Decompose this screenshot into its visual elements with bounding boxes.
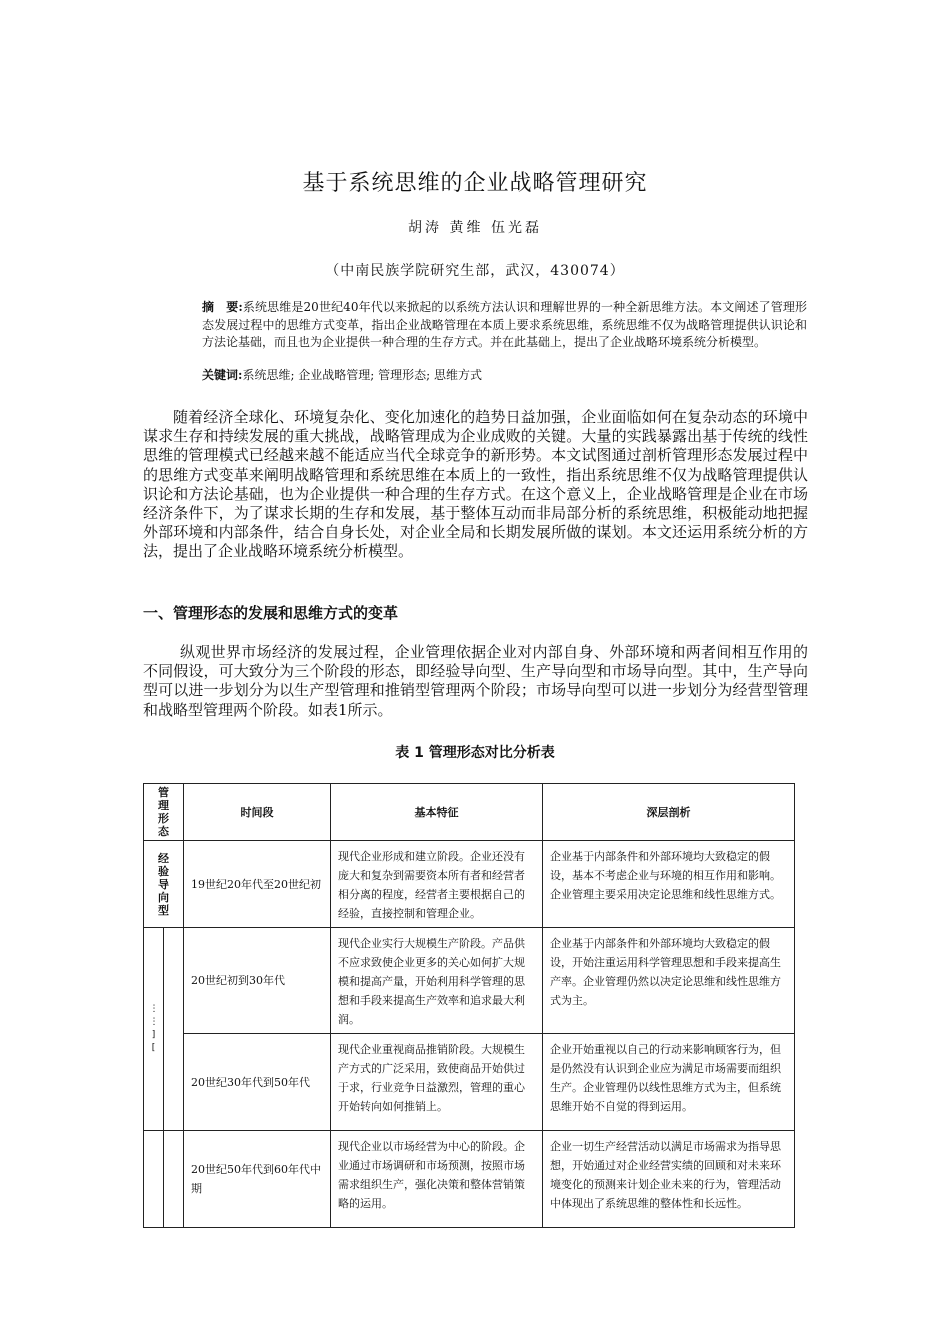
group-sub-column: [164, 928, 184, 1131]
section-heading: 一、管理形态的发展和思维方式的变革: [143, 604, 399, 622]
row-period: 20世纪50年代到60年代中期: [184, 1131, 331, 1228]
abstract: [202, 299, 807, 352]
intro-paragraph: 随着经济全球化、环境复杂化、变化加速化的趋势日益加强，企业面临如何在复杂动态的环境中谋求生存和持续发展的重大挑战，战略管理成为企业成败的关键。大量的实践暴露出基于传统的线性思维的管理模式已经越来越不能适应当代全球竞争的新形势。本文试图通过剖析管理形态发展过程中的思维方式变革来阐明战略管理和系统思维在本质上的一致性，指出系统思维不仅为战略管理提供认识论和方法论基础，也为企业提供一种合理的生存方式。在这个意义上，企业战略管理是企业在市场经济条件下，为了谋求长期的生存和发展，基于整体互动而非局部分析的系统思维，积极能动地把握外部环境和内部条件，结合自身长处，对企业全局和长期发展所做的谋划。本文还运用系统分析的方法，提出了企业战略环境系统分析模型。: [143, 408, 808, 561]
row-period: 19世纪20年代至20世纪初: [184, 841, 331, 928]
row-features: 现代企业形成和建立阶段。企业还没有庞大和复杂到需要资本所有者和经营者相分离的程度，经营者主要根据自己的经验，直接控制和管理企业。: [331, 841, 543, 928]
group-label-production: ⋮ ⋮ ] [: [144, 928, 164, 1131]
keywords-label: 关键词:: [202, 368, 243, 382]
paper-title: 基于系统思维的企业战略管理研究: [302, 171, 648, 196]
group-sub-column: [164, 1131, 184, 1228]
group-label-experience: 经验导向型: [144, 841, 184, 928]
header-form-text: 管理形态: [158, 786, 169, 838]
header-management-form: [144, 784, 184, 841]
row-features: 现代企业以市场经营为中心的阶段。企业通过市场调研和市场预测，按照市场需求组织生产，强化决策和整体营销策略的运用。: [331, 1131, 543, 1228]
table-caption: 表 1 管理形态对比分析表: [395, 745, 555, 761]
row-analysis: 企业基于内部条件和外部环境均大致稳定的假设，开始注重运用科学管理思想和手段来提高生产率。企业管理仍然以决定论思维和线性思维方式为主。: [543, 928, 795, 1034]
header-analysis: 深层剖析: [543, 784, 795, 841]
row-period: 20世纪初到30年代: [184, 928, 331, 1034]
table-row: [144, 928, 795, 1034]
header-period: 时间段: [184, 784, 331, 841]
table-row: [144, 841, 795, 928]
comparison-table: [143, 783, 795, 1228]
keywords-text: 系统思维; 企业战略管理; 管理形态; 思维方式: [242, 368, 483, 382]
row-period: 20世纪30年代到50年代: [184, 1034, 331, 1131]
abstract-label: 摘 要:: [202, 300, 243, 314]
abstract-text: 系统思维是20世纪40年代以来掀起的以系统方法认识和理解世界的一种全新思维方法。本文阐述了管理形态发展过程中的思维方式变革，指出企业战略管理在本质上要求系统思维，系统思维不仅为战略管理提供认识论和方法论基础，而且也为企业提供一种合理的生存方式。并在此基础上，提出了企业战略环境系统分析模型。: [202, 300, 808, 349]
section-paragraph: 纵观世界市场经济的发展过程，企业管理依据企业对内部自身、外部环境和两者间相互作用的不同假设，可大致分为三个阶段的形态，即经验导向型、生产导向型和市场导向型。其中，生产导向型可以进一步划分为以生产型管理和推销型管理两个阶段；市场导向型可以进一步划分为经营型管理和战略型管理两个阶段。如表1所示。: [143, 643, 808, 719]
row-analysis: 企业一切生产经营活动以满足市场需求为指导思想，开始通过对企业经营实绩的回顾和对未来环境变化的预测来计划企业未来的行为，管理活动中体现出了系统思维的整体性和长远性。: [543, 1131, 795, 1228]
group-label-market: [144, 1131, 164, 1228]
table-header-row: [144, 784, 795, 841]
table-row: [144, 1131, 795, 1228]
header-features: 基本特征: [331, 784, 543, 841]
row-analysis: 企业开始重视以自己的行动来影响顾客行为，但是仍然没有认识到企业应为满足市场需要而组织生产。企业管理仍以线性思维方式为主，但系统思维开始不自觉的得到运用。: [543, 1034, 795, 1131]
keywords: [202, 367, 807, 384]
paper-authors: 胡涛 黄维 伍光磊: [408, 220, 542, 236]
table-row: [144, 1034, 795, 1131]
row-features: 现代企业重视商品推销阶段。大规模生产方式的广泛采用，致使商品开始供过于求，行业竞争日益激烈，管理的重心开始转向如何推销上。: [331, 1034, 543, 1131]
row-analysis: 企业基于内部条件和外部环境均大致稳定的假设，基本不考虑企业与环境的相互作用和影响。企业管理主要采用决定论思维和线性思维方式。: [543, 841, 795, 928]
paper-affiliation: （中南民族学院研究生部，武汉，430074）: [325, 263, 625, 279]
row-features: 现代企业实行大规模生产阶段。产品供不应求致使企业更多的关心如何扩大规模和提高产量，开始利用科学管理的思想和手段来提高生产效率和追求最大利润。: [331, 928, 543, 1034]
